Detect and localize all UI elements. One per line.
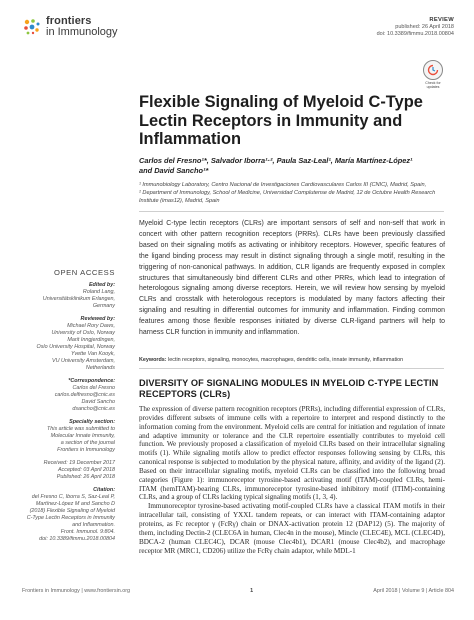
check-for-updates-badge[interactable] (422, 60, 444, 89)
open-access-label: OPEN ACCESS (53, 268, 115, 277)
body-paragraph-2: Immunoreceptor tyrosine-based activating motif-coupled CLRs have a classical ITAM motifs in their intracellular tail, consisting of YXXL tandem repeats, or can interact with ITAM-containing adaptor proteins, as Fc receptor γ (FcRγ) chain or DNAX-activation protein 12 (DAP12) (5). The majority of them, including Dectin-2 (CLEC6A in human, Clec4n in the mouse), Mincle (CLEC4E), MCL (CLEC4D), BDCA-2 (human CLEC4C), DCAR (mouse Clec4b1), DCAR1 (mouse Clec4b2), and macrophage receptor MR (MRC1, CD206) utilize the FcRγ chain adaptor, while MDL-1 (139, 502, 445, 555)
affiliation-2: ² Department of Immunology, School of Medicine, Universidad Complutense de Madrid, 12 de Octubre Health Research Institute (imas12), Madrid, Spain (139, 190, 436, 204)
affiliation-divider (139, 211, 444, 212)
published-date: published: 26 April 2018 (395, 24, 454, 30)
authors-line-2: and David Sancho¹* (139, 166, 209, 175)
published-date-sidebar: Published: 26 April 2018 (56, 474, 115, 480)
article-type: REVIEW (429, 17, 454, 23)
affiliation-1: ¹ Immunobiology Laboratory, Centro Nacional de Investigaciones Cardiovasculares Carlos III (CNIC), Madrid, Spain, (139, 182, 427, 188)
refresh-icon (427, 64, 439, 76)
correspondence: *Correspondence: Carlos del Fresno carlos.delfresno@cnic.es David Sancho dsancho@cnic.es (20, 378, 115, 413)
footer-issue-info: April 2018 | Volume 9 | Article 804 (373, 588, 454, 594)
authors-line-1: Carlos del Fresno¹*, Salvador Iborra¹·², Paula Saz-Leal¹, María Martínez-López¹ (139, 156, 413, 165)
accepted-date: Accepted: 03 April 2018 (57, 467, 115, 473)
citation: Citation: del Fresno C, Iborra S, Saz-Leal P, Martínez-López M and Sancho D (2018) Flexible Signaling of Myeloid C-Type Lectin Receptors in Immunity and Inflammation. Front. Immunol. 9:804. doi: 10.3389/fimmu.2018.00804 (20, 487, 115, 543)
page-footer (22, 588, 454, 594)
keywords (139, 357, 445, 364)
affiliations (139, 182, 439, 206)
update-icon (423, 60, 443, 80)
abstract: Myeloid C-type lectin receptors (CLRs) are important sensors of self and non-self that work in concert with other pattern recognition receptors (PRRs). CLRs have been previously classified based on their signaling motifs as activating or inhibitory receptors. However, specific features of the ligand binding process may result in distinct signaling through a single motif, resulting in the triggering of non-canonical pathways. In addition, CLR ligands are frequently exposed in complex structures that simultaneously bind different CLRs and other PRRs, which lead to integration of heterologous signaling among diverse receptors. Herein, we will review how sensing by myeloid CLRs and crosstalk with heterologous receptors is modulated by many factors affecting their signaling and resulting in differential outcomes for immunity and inflammation. Finding common features among those flexible responses initiated by diverse CLR-ligand partners will help to harness CLR function in immunity and inflammation. (139, 220, 445, 337)
footer-journal-link[interactable]: Frontiers in Immunology | www.frontiersin.org (22, 588, 131, 594)
body-text (139, 405, 445, 555)
keywords-list: lectin receptors, signaling, monocytes, macrophages, dendritic cells, innate immunity, inflammation (168, 357, 404, 363)
journal-logo[interactable] (22, 16, 118, 38)
edited-by: Edited by: Roland Lang, Universitätsklinikum Erlangen, Germany (42, 282, 115, 309)
updates-label-2: updates (426, 85, 440, 89)
body-paragraph-1: The expression of diverse pattern recognition receptors (PRRs), including differential expression of CLRs, provides different subsets of immune cells with a repertoire to interpret and respond distinctly to the information coming from the environment. Myeloid cells are central for initiation and regulation of innate and adaptive immunity or tolerance and the CLR repertoire essentially contributes to myeloid cell function. We previously proposed a classification of myeloid CLRs based on their intracellular signaling motifs (1). While signaling motifs allow to predict effector responses following sensing by CLRs, this canonical response is subjected to modulation by the physical nature, affinity, and avidity of the ligand (2). Based on their intracellular signaling motifs, myeloid CLRs can be classified into the following broad categories (Figure 1): immunoreceptor tyrosine-based activating motif (ITAM)-coupled CLRs, hemi-ITAM (hemITAM)-bearing CLRs, immunoreceptor tyrosine-based inhibitory motif (ITIM)-containing CLRs, and a group of CLRs lacking typical signaling motifs (1, 3, 4). (139, 405, 445, 502)
dates (20, 460, 115, 481)
page-number: 1 (250, 588, 254, 594)
article-sidebar (20, 268, 115, 549)
keywords-label: Keywords: (139, 357, 167, 363)
frontiers-logo-icon (22, 17, 42, 37)
author-list (139, 156, 444, 176)
article-title: Flexible Signaling of Myeloid C-Type Lectin Receptors in Immunity and Inflammation (139, 93, 423, 148)
reviewed-by: Reviewed by: Michael Rory Daws, University of Oslo, Norway Marit Inngjerdingen, Oslo University Hospital, Norway Yvette Van Kooyk, VU University Amsterdam, Netherlands (36, 316, 115, 371)
section-heading: DIVERSITY OF SIGNALING MODULES IN MYELOID C-TYPE LECTIN RECEPTORS (CLRs) (139, 378, 439, 400)
article-meta (377, 17, 454, 38)
email-link-1[interactable]: carlos.delfresno@cnic.es (54, 392, 115, 398)
email-link-2[interactable]: dsancho@cnic.es (72, 406, 115, 412)
updates-label-1: Check for (425, 81, 441, 85)
received-date: Received: 19 December 2017 (43, 460, 115, 466)
logo-wordmark: frontiers (46, 15, 92, 27)
citation-doi-link[interactable]: doi: 10.3389/fimmu.2018.00804 (39, 536, 115, 542)
logo-journal-name: in Immunology (46, 26, 118, 38)
keywords-divider (139, 368, 444, 369)
specialty-section: Specialty section: This article was submitted to Molecular Innate Immunity, a section of the journal Frontiers in Immunology (46, 419, 115, 453)
article-doi[interactable]: doi: 10.3389/fimmu.2018.00804 (376, 31, 454, 37)
